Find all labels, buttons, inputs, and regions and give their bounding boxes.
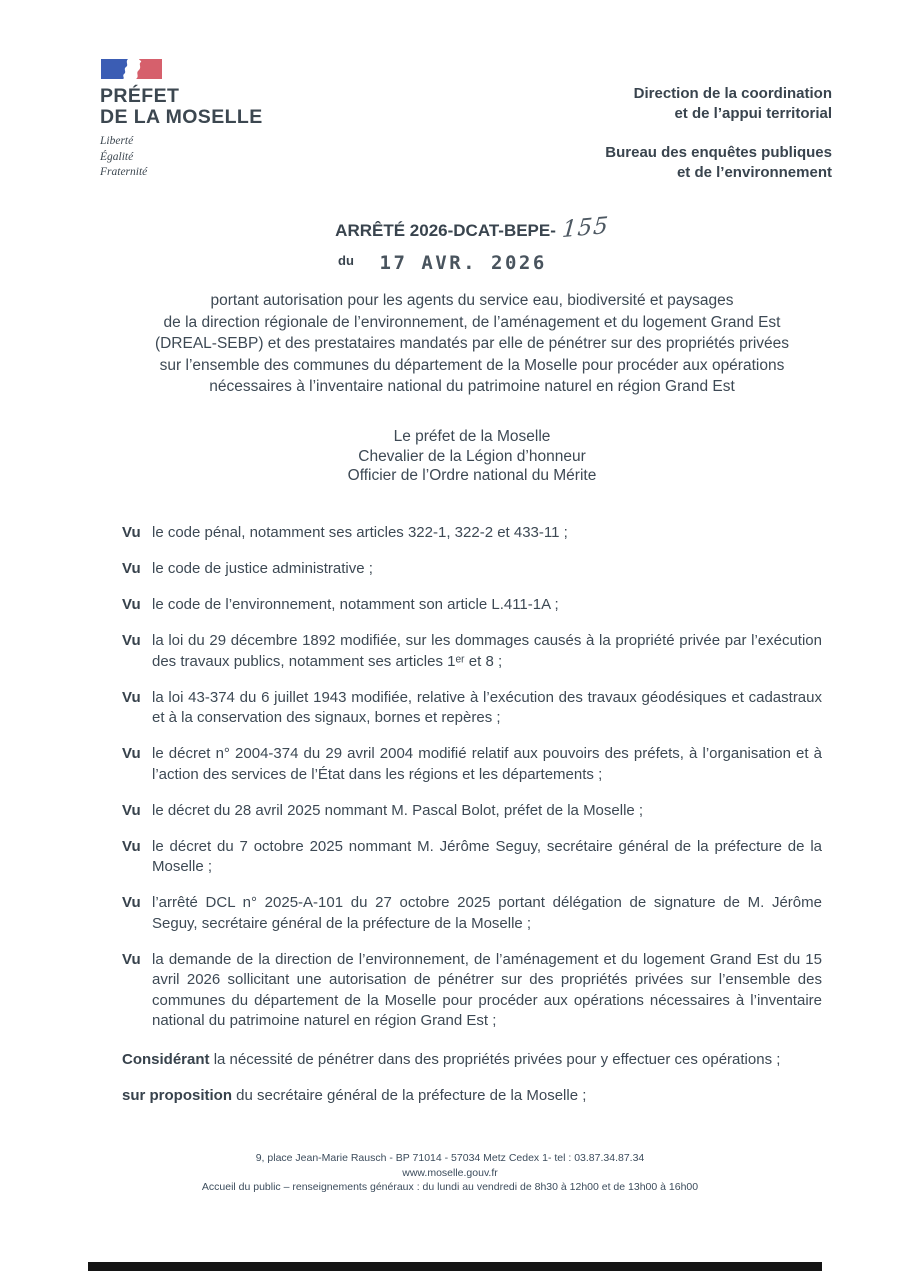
authority-line2: Chevalier de la Légion d’honneur	[358, 447, 586, 465]
vu-label: Vu	[122, 837, 141, 855]
vu-label: Vu	[122, 894, 141, 911]
footer-website: www.moselle.gouv.fr	[402, 1166, 498, 1179]
vu-text: le code de l’environnement, notamment son article L.411-1A ;	[152, 596, 559, 613]
vu-text: l’arrêté DCL n° 2025-A-101 du 27 octobre 2025 portant délégation de signature de M. Jérôme Seguy, secrétaire général de la préfecture de la Moselle ;	[152, 894, 822, 932]
vu-text: le décret n° 2004-374 du 29 avril 2004 modifié relatif aux pouvoirs des préfets, à l’organisation et à l’action des services de l’État dans les régions et les départements ;	[152, 745, 822, 783]
motto-liberte: Liberté	[100, 135, 134, 147]
authority-line3: Officier de l’Ordre national du Mérite	[347, 467, 597, 484]
footer-address: 9, place Jean-Marie Rausch - BP 71014 - 57034 Metz Cedex 1- tel : 03.87.34.87.34	[255, 1152, 645, 1164]
legal-clauses	[122, 523, 822, 1123]
vu-clause	[122, 523, 822, 544]
considerant-text: la nécessité de pénétrer dans des propriétés privées pour y effectuer ces opérations ;	[213, 1050, 781, 1068]
prefecture-footer	[0, 1151, 900, 1195]
prefecture-logo-block	[100, 58, 263, 181]
vu-text: le code de justice administrative ;	[152, 560, 373, 577]
subject-line: nécessaires à l’inventaire national du patrimoine naturel en région Grand Est	[209, 378, 735, 395]
motto-fraternite: Fraternité	[100, 166, 148, 178]
date-stamp: 17 AVR. 2026	[379, 252, 547, 274]
vu-label: Vu	[122, 596, 141, 613]
issuing-service-block	[605, 84, 832, 202]
vu-text: le décret du 7 octobre 2025 nommant M. Jérôme Seguy, secrétaire général de la préfecture de la Moselle ;	[152, 837, 822, 875]
decree-number-handwritten: 155	[560, 212, 610, 244]
marianne-flag-icon	[100, 58, 164, 80]
vu-text: la loi 43-374 du 6 juillet 1943 modifiée, relative à l’exécution des travaux géodésiques et cadastraux et à la conservation des signaux, bornes et repères ;	[152, 688, 822, 726]
vu-text: la loi du 29 décembre 1892 modifiée, sur les dommages causés à la propriété privée par l’exécution des travaux publics, notamment ses articles 1ᵉʳ et 8 ;	[152, 632, 822, 670]
vu-clause	[122, 893, 822, 934]
prefecture-name	[100, 86, 263, 127]
date-du-label: du	[338, 253, 354, 268]
prefecture-name-line2: DE LA MOSELLE	[100, 105, 263, 128]
proposition-paragraph	[122, 1086, 822, 1107]
direction-line1: Direction de la coordination	[633, 85, 832, 102]
vu-label: Vu	[122, 801, 141, 819]
decree-date-line	[338, 252, 547, 274]
direction-line2: et de l’appui territorial	[674, 104, 832, 122]
vu-clause	[122, 559, 822, 580]
vu-clause	[122, 595, 822, 616]
vu-clause	[122, 837, 822, 878]
subject-line: sur l’ensemble des communes du département de la Moselle pour procéder aux opérations	[159, 356, 785, 374]
decree-reference: ARRÊTÉ 2026-DCAT-BEPE-	[335, 221, 556, 240]
subject-line: (DREAL-SEBP) et des prestataires mandatés par elle de pénétrer sur des propriétés privées	[154, 335, 790, 352]
considerant-paragraph	[122, 1050, 822, 1071]
bureau-name	[605, 143, 832, 182]
vu-label: Vu	[122, 745, 141, 762]
bureau-line2: et de l’environnement	[676, 163, 832, 181]
motto-egalite: Égalité	[100, 150, 134, 163]
vu-clause	[122, 688, 822, 729]
vu-label: Vu	[122, 950, 141, 968]
considerant-label: Considérant	[122, 1050, 210, 1068]
proposition-text: du secrétaire général de la préfecture de la Moselle ;	[236, 1087, 587, 1104]
footer-hours: Accueil du public – renseignements généraux : du lundi au vendredi de 8h30 à 12h00 et de 13h00 à 16h00	[201, 1181, 699, 1193]
decree-title	[122, 212, 822, 244]
vu-clause	[122, 950, 822, 1032]
scan-artifact-bar	[88, 1262, 822, 1271]
proposition-label: sur proposition	[122, 1087, 232, 1104]
republic-motto	[100, 134, 263, 181]
vu-text: la demande de la direction de l’environnement, de l’aménagement et du logement Grand Est du 15 avril 2026 sollicitant une autorisation de pénétrer sur des propriétés privées sur l’ensemble des communes du département de la Moselle pour procéder aux opérations nécessaires à l’inventaire national du patrimoine naturel en région Grand Est ;	[152, 950, 822, 1029]
prefecture-name-line1: PRÉFET	[100, 85, 180, 107]
signing-authority	[122, 427, 822, 486]
vu-label: Vu	[122, 632, 141, 649]
vu-text: le code pénal, notamment ses articles 322-1, 322-2 et 433-11 ;	[152, 524, 568, 541]
authority-line1: Le préfet de la Moselle	[393, 428, 551, 445]
bureau-line1: Bureau des enquêtes publiques	[605, 144, 832, 161]
subject-line: portant autorisation pour les agents du service eau, biodiversité et paysages	[210, 292, 734, 309]
subject-line: de la direction régionale de l’environnement, de l’aménagement et du logement Grand Est	[163, 313, 781, 331]
vu-label: Vu	[122, 688, 141, 706]
vu-clause	[122, 631, 822, 672]
vu-clause	[122, 744, 822, 785]
decree-subject	[110, 290, 834, 398]
vu-label: Vu	[122, 560, 141, 577]
vu-clause	[122, 801, 822, 822]
vu-label: Vu	[122, 524, 141, 541]
direction-name	[605, 84, 832, 123]
vu-text: le décret du 28 avril 2025 nommant M. Pascal Bolot, préfet de la Moselle ;	[152, 801, 644, 819]
